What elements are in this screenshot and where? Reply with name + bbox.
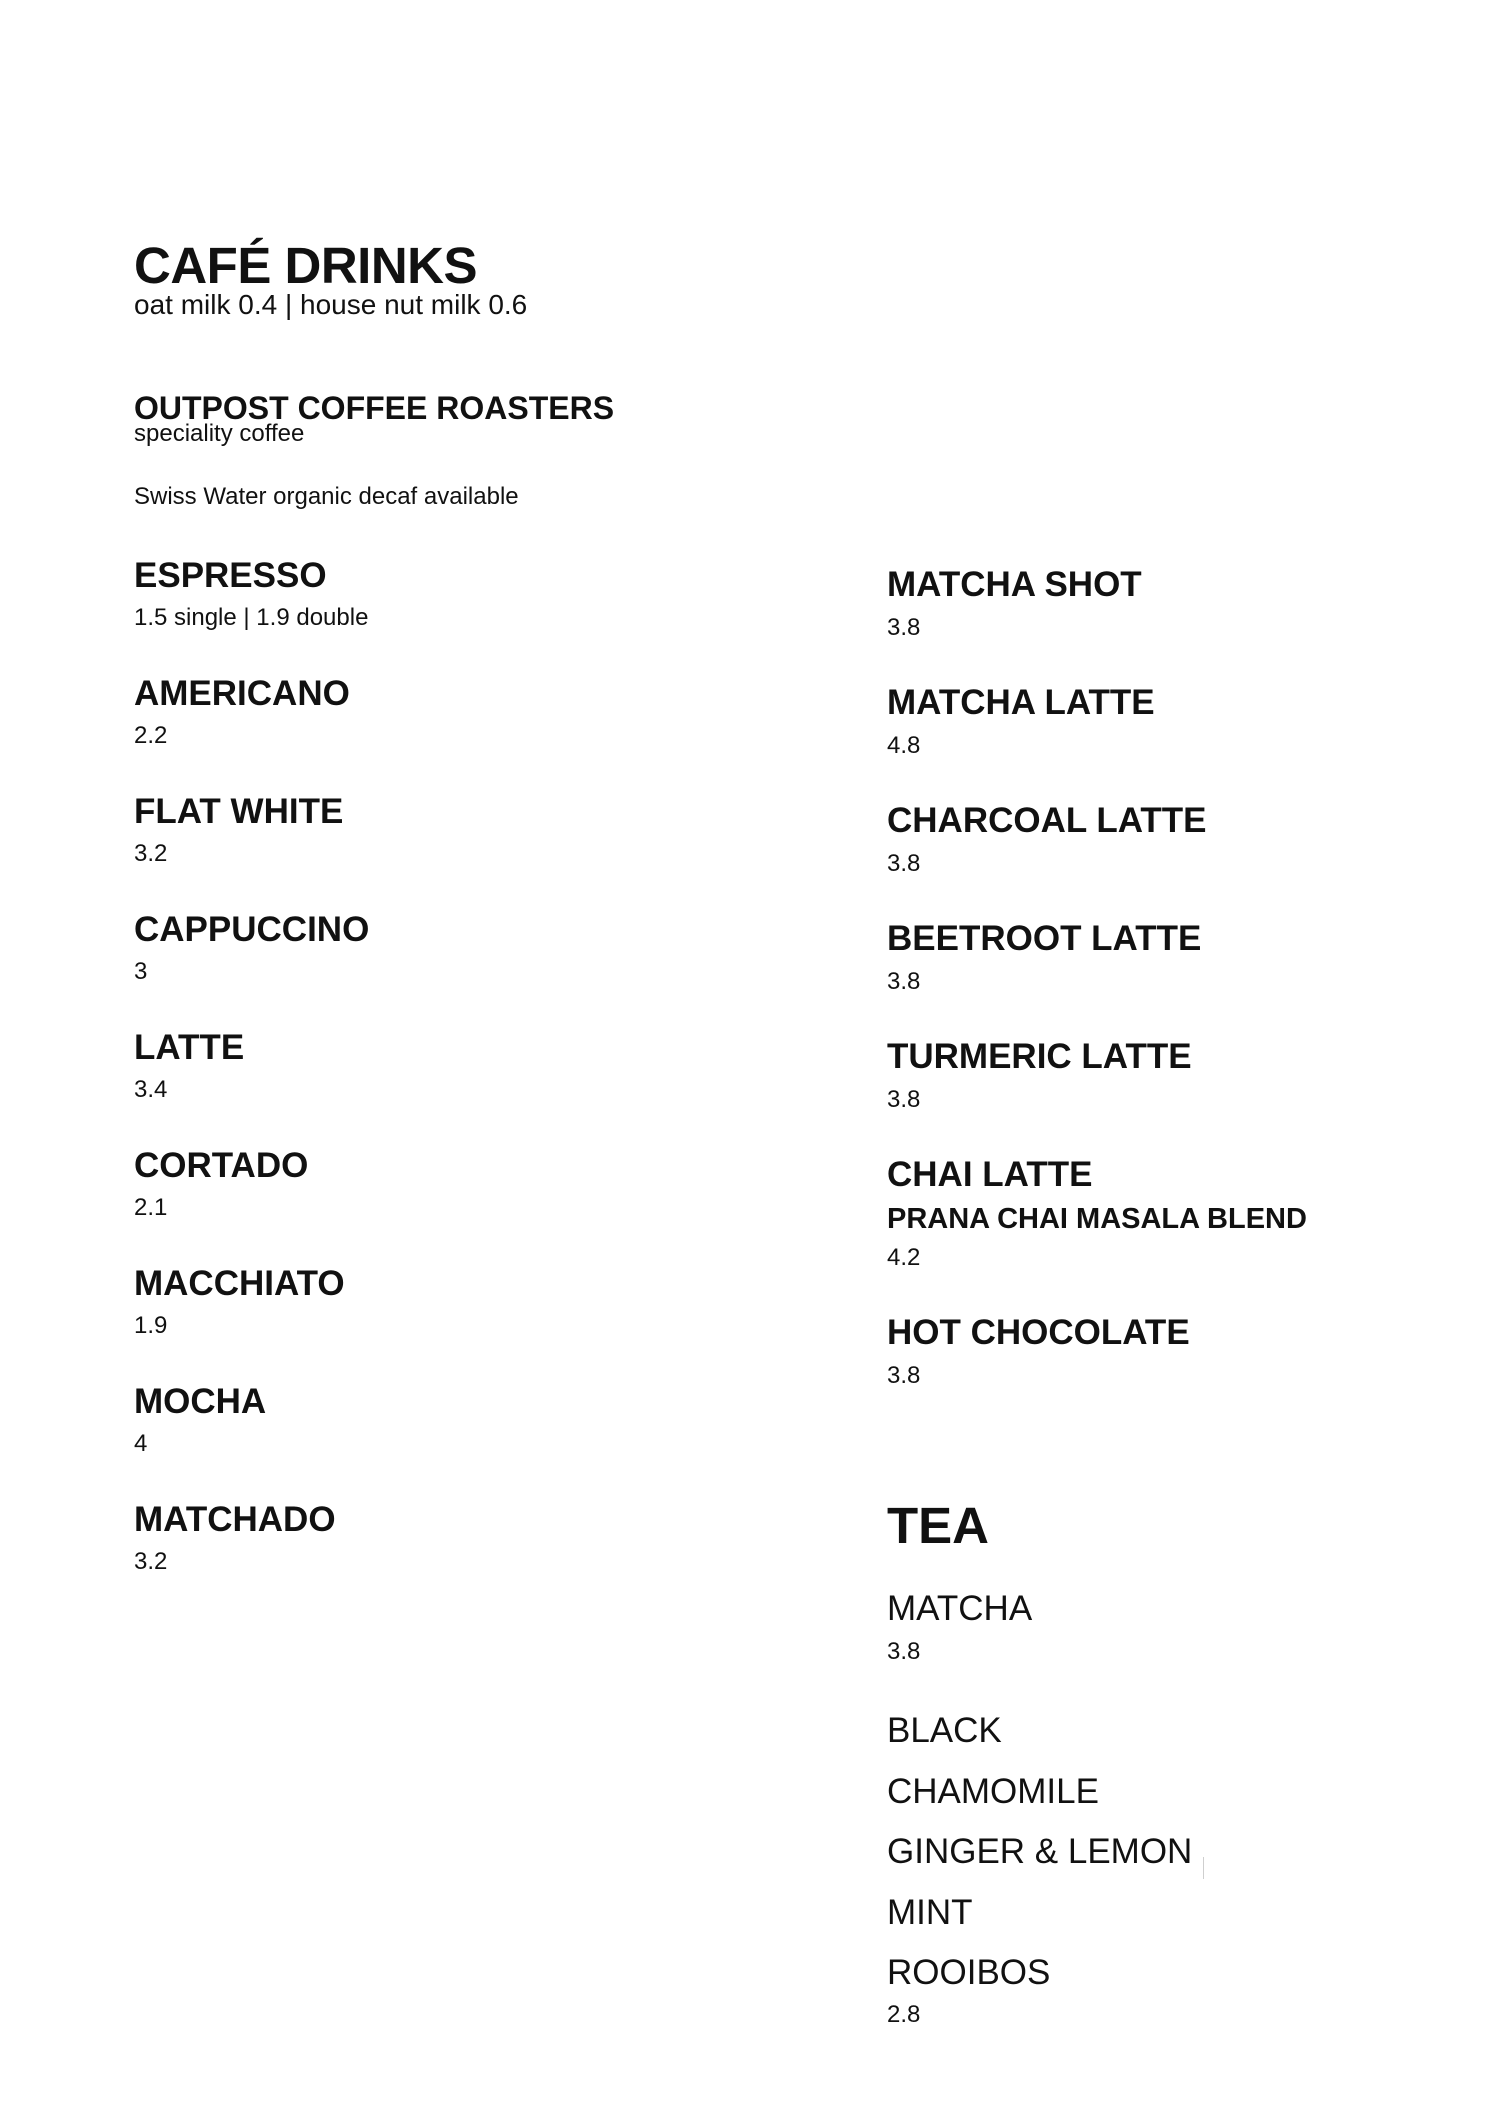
menu-item-name: BEETROOT LATTE: [887, 919, 1202, 958]
menu-item-price: 3.8: [887, 850, 921, 877]
menu-item-price: 4.8: [887, 732, 921, 759]
menu-item-price: 4.2: [887, 1244, 921, 1271]
menu-item-name: HOT CHOCOLATE: [887, 1313, 1190, 1352]
tea-item-price: 2.8: [887, 2001, 921, 2028]
menu-item-name: ESPRESSO: [134, 556, 327, 595]
roaster-tagline: speciality coffee: [134, 420, 305, 447]
menu-item-name: AMERICANO: [134, 674, 350, 713]
menu-item-name: MATCHA LATTE: [887, 683, 1155, 722]
menu-item-price: 3: [134, 958, 148, 985]
menu-item-price: 3.2: [134, 840, 168, 867]
menu-item-name: CORTADO: [134, 1146, 309, 1185]
menu-item-price: 2.1: [134, 1194, 168, 1221]
menu-item-price: 3.8: [887, 1362, 921, 1389]
menu-item-price: 3.4: [134, 1076, 168, 1103]
menu-item-price: 1.9: [134, 1312, 168, 1339]
menu-item-name: CHARCOAL LATTE: [887, 801, 1207, 840]
menu-item-price: 3.8: [887, 614, 921, 641]
menu-item-name: MOCHA: [134, 1382, 267, 1421]
menu-item-price: 4: [134, 1430, 148, 1457]
menu-item-name: FLAT WHITE: [134, 792, 344, 831]
menu-item-price: 3.8: [887, 968, 921, 995]
page-title: CAFÉ DRINKS: [134, 237, 478, 294]
tea-item-name: MATCHA: [887, 1589, 1033, 1628]
tea-item-name: MINT: [887, 1893, 973, 1932]
tea-item-name: ROOIBOS: [887, 1953, 1051, 1992]
milk-surcharge-note: oat milk 0.4 | house nut milk 0.6: [134, 289, 528, 320]
menu-item-price: 3.8: [887, 1086, 921, 1113]
menu-item-name: CHAI LATTE: [887, 1155, 1093, 1194]
decaf-note: Swiss Water organic decaf available: [134, 483, 519, 510]
menu-item-name: CAPPUCCINO: [134, 910, 370, 949]
menu-item-name: LATTE: [134, 1028, 245, 1067]
menu-item-name: MATCHA SHOT: [887, 565, 1142, 604]
menu-item-name: TURMERIC LATTE: [887, 1037, 1192, 1076]
tea-item-name: GINGER & LEMON: [887, 1832, 1193, 1871]
menu-item-name: MACCHIATO: [134, 1264, 345, 1303]
menu-item-note: PRANA CHAI MASALA BLEND: [887, 1203, 1307, 1235]
tea-item-name: CHAMOMILE: [887, 1772, 1099, 1811]
tea-item-price: 3.8: [887, 1638, 921, 1665]
tea-item-name: BLACK: [887, 1711, 1002, 1750]
roaster-name: OUTPOST COFFEE ROASTERS: [134, 390, 615, 426]
menu-item-price: 2.2: [134, 722, 168, 749]
tea-section-title: TEA: [887, 1497, 989, 1554]
divider-mark: [1203, 1857, 1204, 1879]
menu-item-price: 1.5 single | 1.9 double: [134, 604, 369, 631]
menu-item-name: MATCHADO: [134, 1500, 336, 1539]
menu-item-price: 3.2: [134, 1548, 168, 1575]
